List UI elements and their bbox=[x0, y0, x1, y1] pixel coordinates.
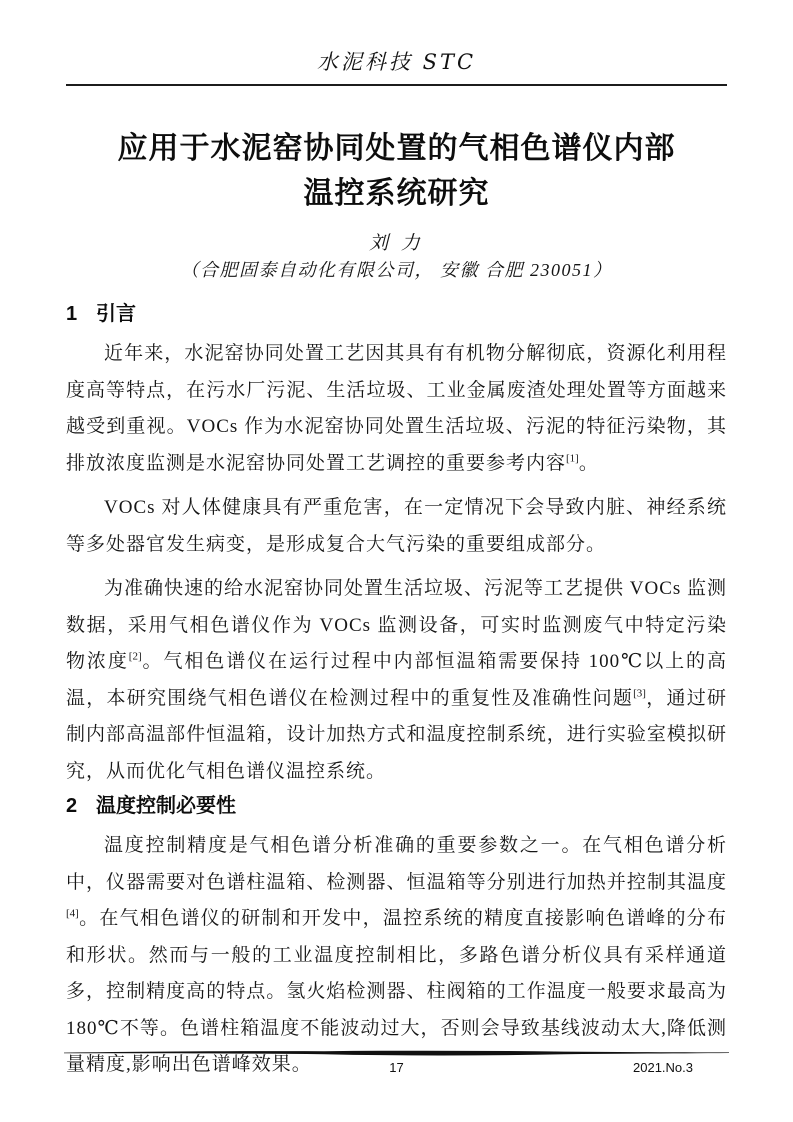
body-paragraph bbox=[66, 828, 727, 1084]
section-title: 温度控制必要性 bbox=[96, 795, 236, 817]
citation-ref: [1] bbox=[566, 452, 579, 465]
citation-ref: [3] bbox=[633, 687, 646, 700]
article-title bbox=[40, 126, 753, 216]
section-number: 1 bbox=[66, 303, 78, 325]
text-run: 为准确快速的给水泥窑协同处置生活垃圾、污泥等工艺提供 VOCs 监测数据，采用气相色谱仪作为 VOCs 监测设备，可实时监测废气中特定污染物浓度 bbox=[66, 578, 728, 672]
body-paragraph bbox=[66, 336, 727, 482]
citation-ref: [2] bbox=[128, 650, 142, 663]
body-paragraph bbox=[66, 571, 727, 790]
author-name: 刘 力 bbox=[369, 233, 424, 254]
section-heading-1 bbox=[66, 300, 727, 328]
journal-header-title: 水泥科技 STC bbox=[316, 50, 477, 74]
text-run: 。气相色谱仪在运行过程中内部恒温箱需要保持 100℃以上的高温，本研究围绕气相色谱仪在检测过程中的重复性及准确性问题 bbox=[66, 651, 727, 709]
text-run: ，通过研制内部高温部件恒温箱，设计加热方式和温度控制系统，进行实验室模拟研究，从而优化气相色谱仪温控系统。 bbox=[66, 687, 727, 782]
section-heading-2 bbox=[66, 792, 727, 820]
section-title: 引言 bbox=[96, 303, 136, 325]
section-number: 2 bbox=[66, 795, 78, 817]
text-run: 近年来，水泥窑协同处置工艺因其具有有机物分解彻底，资源化利用程度高等特点，在污水厂污泥、生活垃圾、工业金属废渣处理处置等方面越来越受到重视。VOCs 作为水泥窑协同处置生活垃圾、污泥的特征污染物，其排放浓度监测是水泥窑协同处置工艺调控的重要参考内容 bbox=[66, 343, 727, 474]
article-title-line2: 温控系统研究 bbox=[303, 177, 490, 210]
text-run: 温度控制精度是气相色谱分析准确的重要参数之一。在气相色谱分析中，仪器需要对色谱柱温箱、检测器、恒温箱等分别进行加热并控制其温度 bbox=[66, 835, 727, 893]
article-body bbox=[66, 300, 727, 1084]
text-run: 。在气相色谱仪的研制和开发中，温控系统的精度直接影响色谱峰的分布和形状。然而与一般的工业温度控制相比，多路色谱分析仪具有采样通道多，控制精度高的特点。氢火焰检测器、柱阀箱的工作温度一般要求最高为 180℃不等。色谱柱箱温度不能波动过大，否则会导致基线波动太大,降低测量精度,影响出色谱峰效果。 bbox=[66, 908, 727, 1075]
header-rule bbox=[66, 84, 727, 86]
text-run: 。 bbox=[578, 452, 599, 474]
citation-ref: [4] bbox=[66, 907, 79, 920]
issue-number: 2021.No.3 bbox=[633, 1060, 693, 1075]
text-run: VOCs 对人体健康具有严重危害，在一定情况下会导致内脏、神经系统等多处器官发生病变，是形成复合大气污染的重要组成部分。 bbox=[66, 497, 727, 555]
author-affiliation: （合肥固泰自动化有限公司， 安徽 合肥 230051） bbox=[180, 260, 613, 280]
page-number: 17 bbox=[389, 1060, 404, 1075]
body-paragraph bbox=[66, 490, 727, 563]
footer-rule bbox=[64, 1048, 729, 1058]
article-title-line1: 应用于水泥窑协同处置的气相色谱仪内部 bbox=[117, 132, 676, 165]
